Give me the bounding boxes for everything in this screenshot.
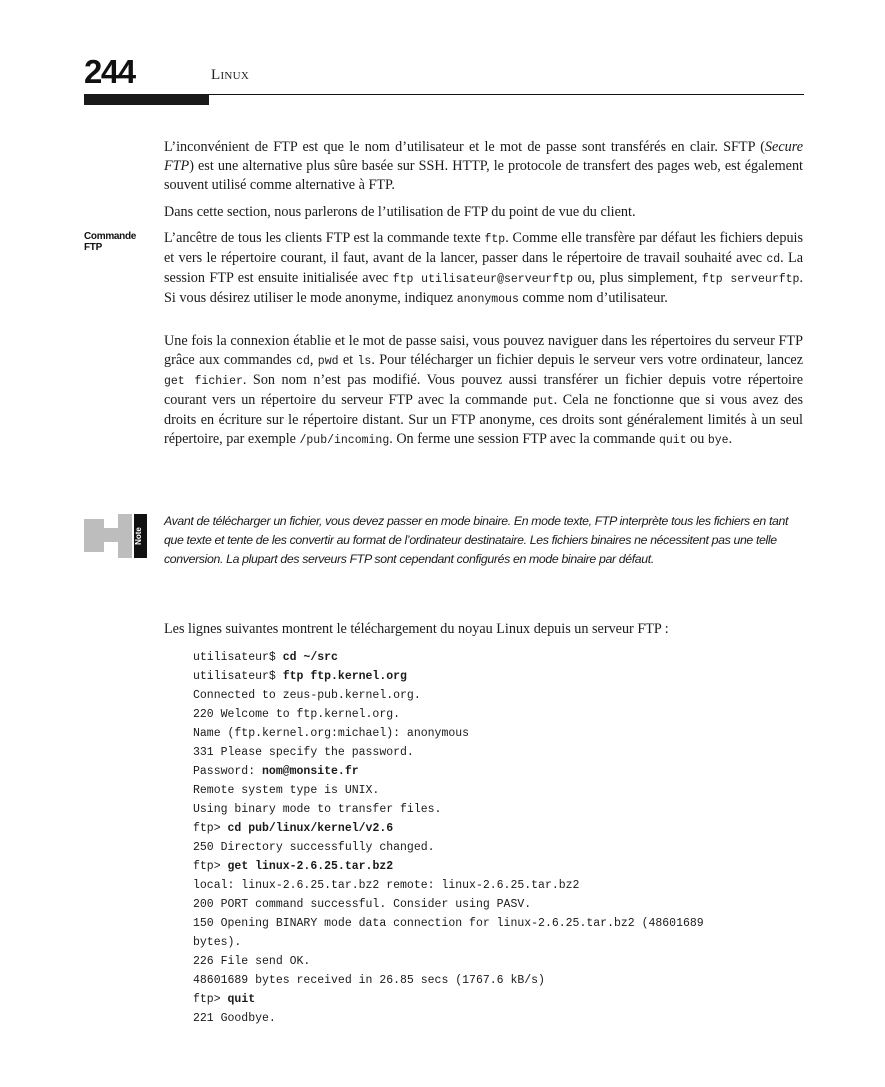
emphasis-secure-ftp: Secure FTP [164,139,803,174]
code-line [193,686,803,705]
text-run: . Comme elle transfère par défaut les fichiers depuis et vers le répertoire courant, il faut, avant de la lancer, passer dans le répertoire de travail souhaité avec [164,230,804,266]
code-output: bytes). [193,936,242,949]
inline-code: cd [296,355,310,368]
inline-code: ls [357,355,372,368]
code-line [193,724,803,743]
text-run: . Pour télécharger un fichier depuis le serveur vers votre ordinateur, lancez [371,352,803,368]
code-user-input: cd pub/linux/kernel/v2.6 [227,822,394,835]
text-run: ou, plus simplement, [573,270,702,286]
text-run: Dans cette section, nous parlerons de l’utilisation de FTP du point de vue du client. [164,204,636,220]
code-output: 226 File send OK. [193,955,311,968]
text-run: ) est une alternative plus sûre basée sur SSH. HTTP, le protocole de transfert des pages web, est également souvent utilisé comme alternative à FTP. [164,158,803,193]
inline-code: ftp [484,233,506,246]
code-output: Name (ftp.kernel.org:michael): anonymous [193,727,470,740]
code-output: utilisateur$ [193,670,283,683]
paragraph-section-intro [164,203,803,222]
paragraph-ftp-security [164,138,803,195]
code-line [193,857,803,876]
code-line [193,895,803,914]
inline-code: pwd [317,355,339,368]
code-output: 221 Goodbye. [193,1012,276,1025]
code-line [193,1009,803,1028]
code-line [193,762,803,781]
code-output: local: linux-2.6.25.tar.bz2 remote: linux-2.6.25.tar.bz2 [193,879,580,892]
code-line [193,781,803,800]
text-run: et [338,352,358,368]
terminal-transcript [193,648,803,1028]
code-line [193,800,803,819]
code-line [193,819,803,838]
code-output: utilisateur$ [193,651,283,664]
code-output: Password: [193,765,263,778]
margin-note-line: FTP [84,242,102,253]
text-run: . Son nom n’est pas modifié. Vous pouvez aussi transférer un fichier depuis votre répertoire courant vers un répertoire du serveur FTP avec la commande [164,372,803,408]
margin-note-line: Commande [84,231,137,242]
inline-code: get fichier [164,375,243,388]
code-line [193,838,803,857]
inline-code: /pub/incoming [299,434,390,447]
code-output: Remote system type is UNIX. [193,784,380,797]
note-icon-label: Note [134,527,143,545]
text-run: . La session FTP est ensuite initialisée avec [164,250,803,286]
code-output: 331 Please specify the password. [193,746,414,759]
text-run: . [728,431,733,447]
inline-code: bye [707,434,729,447]
paragraph-ftp-command [164,229,803,309]
code-user-input: nom@monsite.fr [262,765,359,778]
text-run: . On ferme une session FTP avec la commande [389,431,659,447]
inline-code: put [532,395,554,408]
code-output: 48601689 bytes received in 26.85 secs (1767.6 kB/s) [193,974,545,987]
code-line [193,705,803,724]
code-line [193,648,803,667]
code-user-input: quit [227,993,256,1006]
code-line [193,990,803,1009]
text-run: , [309,352,318,368]
code-user-input: cd ~/src [282,651,338,664]
code-user-input: get linux-2.6.25.tar.bz2 [227,860,394,873]
margin-note [84,231,154,253]
inline-code: anonymous [456,293,519,306]
text-run: . Cela ne fonctionne que si vous avez des droits en écriture sur le répertoire distant. Sur un FTP anonyme, ces droits sont généralement limités à un seul répertoire, par exemple [164,392,803,447]
inline-code: ftp utilisateur@serveurftp [392,273,573,286]
running-title: Linux [211,67,250,83]
paragraph-ftp-navigation [164,332,803,450]
page-number: 244 [84,53,135,90]
code-line [193,876,803,895]
code-line [193,743,803,762]
code-output: 220 Welcome to ftp.kernel.org. [193,708,401,721]
code-line [193,667,803,686]
code-output: Using binary mode to transfer files. [193,803,442,816]
text-run: L’ancêtre de tous les clients FTP est la commande texte [164,230,485,246]
code-output: Connected to zeus-pub.kernel.org. [193,689,421,702]
note-icon [84,514,148,558]
code-output: ftp> [193,993,228,1006]
code-line [193,971,803,990]
text-run: . Si vous désirez utiliser le mode anonyme, indiquez [164,270,803,306]
text-run: ou [686,431,708,447]
paragraph-code-intro: Les lignes suivantes montrent le téléchargement du noyau Linux depuis un serveur FTP : [164,621,669,637]
inline-code: quit [658,434,687,447]
page-header [84,52,804,106]
inline-code: ftp serveurftp [701,273,800,286]
code-line [193,952,803,971]
text-run: L’inconvénient de FTP est que le nom d’utilisateur et le mot de passe sont transférés en clair. SFTP ( [164,139,765,155]
code-output: 150 Opening BINARY mode data connection for linux-2.6.25.tar.bz2 (48601689 [193,917,704,930]
code-output: 200 PORT command successful. Consider using PASV. [193,898,532,911]
code-line [193,933,803,952]
code-line [193,914,803,933]
text-run: comme nom d’utilisateur. [518,290,668,306]
text-run: Une fois la connexion établie et le mot de passe saisi, vous pouvez naviguer dans les répertoires du serveur FTP grâce aux commandes [164,333,803,368]
note-text: Avant de télécharger un fichier, vous devez passer en mode binaire. En mode texte, FTP interprète tous les fichiers en tant que texte et tente de les convertir au format de l’ordinateur destinataire. Les fichiers binaires ne nécessitent pas une telle conversion. La plupart des serveurs FTP sont cependant configurés en mode binaire par défaut. [164,514,789,566]
header-bar [84,94,209,105]
code-output: ftp> [193,822,228,835]
inline-code: cd [766,253,781,266]
code-output: ftp> [193,860,228,873]
code-user-input: ftp ftp.kernel.org [282,670,407,683]
code-output: 250 Directory successfully changed. [193,841,435,854]
